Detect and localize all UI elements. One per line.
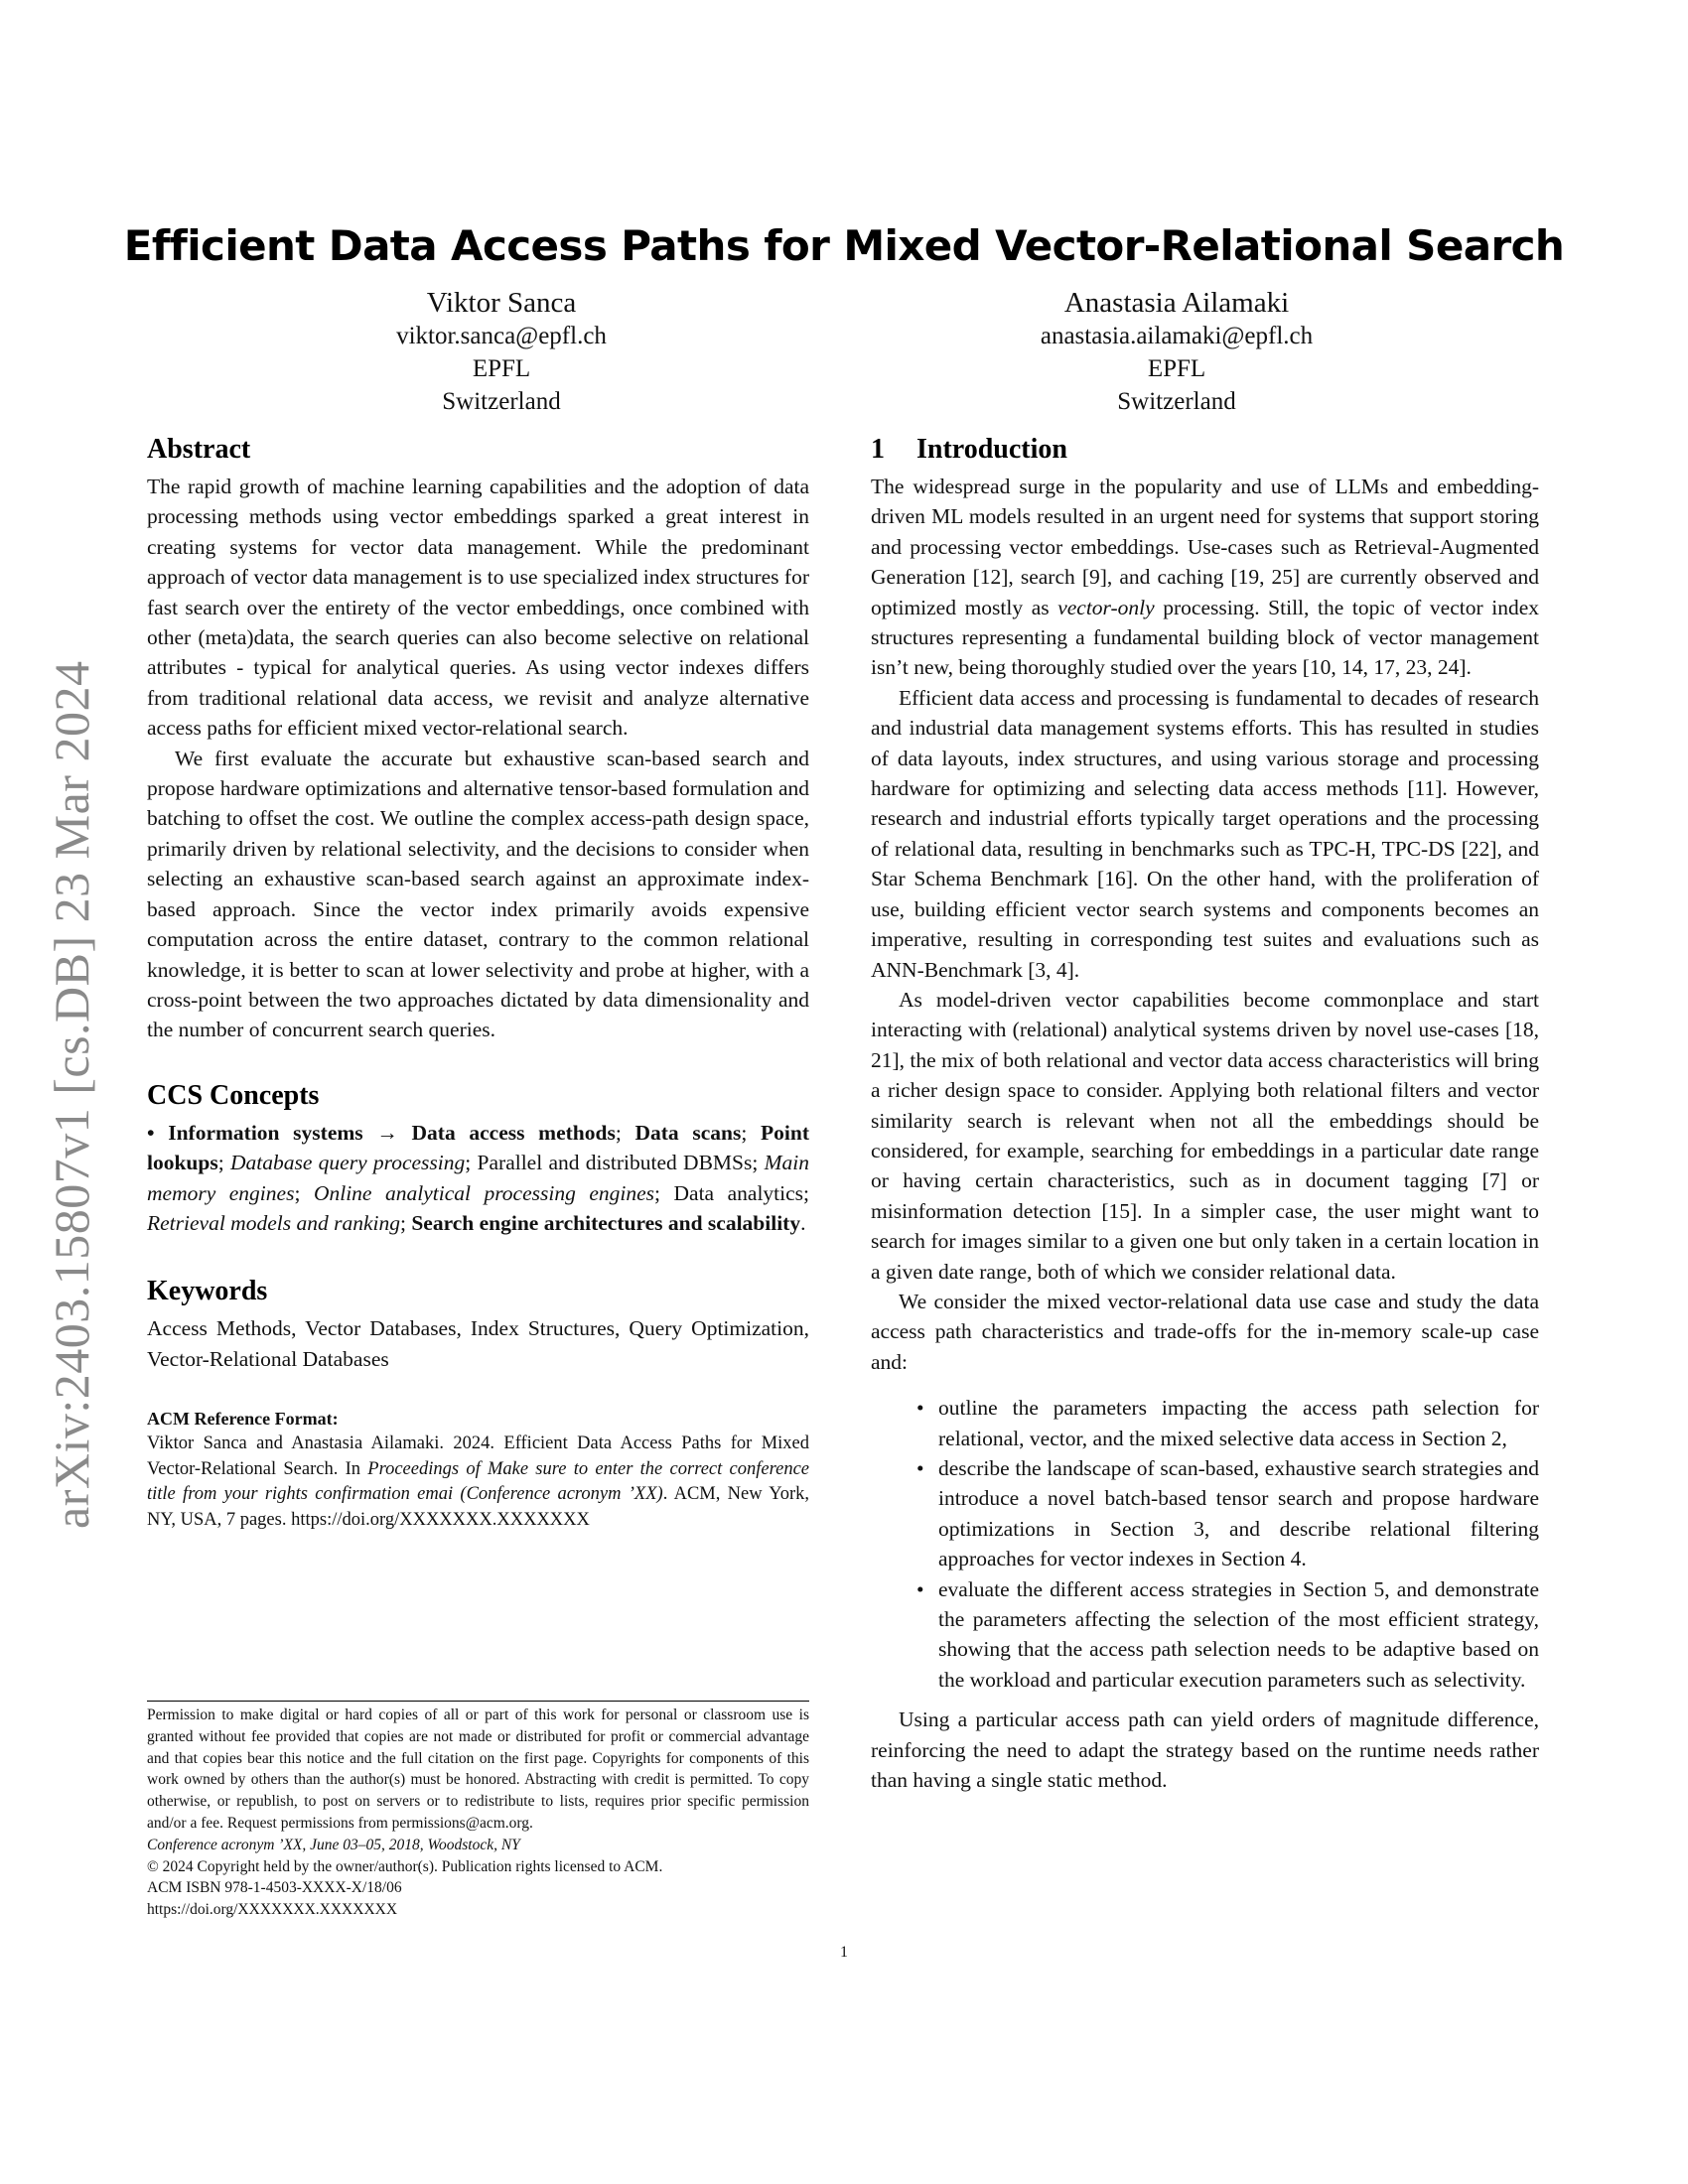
permission-notice: Permission to make digital or hard copies of all or part of this work for personal or classroom use is granted without fee provided that copies are not made or distributed for profit or commercial advantage and that copies bear this notice and the full citation on the first page. Copyrights for components of this work owned by others than the author(s) must be honored. Abstracting with credit is permitted. To copy otherwise, or republish, to post on servers or to redistribute to lists, requires prior specific permission and/or a fee. Request permissions from permissions@acm.org. [147, 1706, 809, 1832]
ccs-separator: . [800, 1210, 806, 1235]
section-title: Introduction [916, 434, 1067, 465]
paragraph-text: processing. Still, the topic of vector index structures representing a fundamental building block of vector management isn’t new, being thoroughly studied over the years [10, 14, 17, 23, 24]. [871, 595, 1539, 680]
acm-reference-citation [147, 1432, 809, 1533]
copyright-footnote [147, 1701, 809, 1921]
contributions-list [871, 1393, 1539, 1695]
footnote-divider [147, 1701, 809, 1702]
keywords-heading: Keywords [147, 1276, 268, 1307]
contribution-text: describe the landscape of scan-based, exhaustive search strategies and introduce a novel batch-based tensor search and propose hardware optimizations in Section 3, and describe relational filtering approaches for vector indexes in Section 4. [938, 1456, 1539, 1571]
ccs-separator: ; [399, 1210, 412, 1235]
abstract-heading: Abstract [147, 434, 251, 465]
keywords-text: Access Methods, Vector Databases, Index Structures, Query Optimization, Vector-Relational Databases [147, 1316, 809, 1371]
doi-link[interactable]: https://doi.org/XXXXXXX.XXXXXXX [147, 1901, 398, 1919]
ccs-term: Point lookups [147, 1120, 810, 1175]
bullet-icon: • [916, 1576, 924, 1601]
section-number: 1 [871, 434, 885, 465]
contribution-item [916, 1574, 1539, 1696]
right-column [871, 432, 1539, 1795]
arxiv-identifier-stamp: arXiv:2403.15807v1 [cs.DB] 23 Mar 2024 [44, 660, 99, 1529]
author-name: Anastasia Ailamaki [1063, 287, 1290, 319]
author-email[interactable]: anastasia.ailamaki@epfl.ch [1040, 323, 1314, 349]
ccs-separator: ; Data analytics; [654, 1180, 810, 1205]
author-block [223, 286, 779, 418]
contribution-item [916, 1393, 1539, 1453]
ccs-separator: ; [615, 1120, 635, 1145]
citation-venue: Proceedings of Make sure to enter the correct conference title from your rights confirmation emai (Conference acronym ’XX) [147, 1458, 809, 1505]
citation-text: Viktor Sanca and Anastasia Ailamaki. 2024. Efficient Data Access Paths for Mixed Vector-Relational Search. In [147, 1433, 809, 1479]
author-name: Viktor Sanca [426, 287, 577, 319]
paragraph-text: The widespread surge in the popularity and use of LLMs and embedding-driven ML models resulted in an urgent need for systems that support storing and processing vector embeddings. Use-cases such as Retrieval-Augmented Generation [12], search [9], and caching [19, 25] are currently observed and optimized mostly as [871, 475, 1539, 619]
isbn: ACM ISBN 978-1-4503-XXXX-X/18/06 [147, 1879, 402, 1897]
contribution-text: outline the parameters impacting the access path selection for relational, vector, and the mixed selective data access in Section 2, [938, 1396, 1539, 1450]
ccs-term: Retrieval models and ranking [147, 1210, 400, 1235]
ccs-separator: ; Parallel and distributed DBMSs; [465, 1151, 765, 1175]
bullet-icon: • [916, 1396, 924, 1421]
acm-reference-format [147, 1407, 809, 1533]
left-column [147, 432, 809, 1533]
author-affiliation: EPFL [1147, 355, 1206, 382]
ccs-separator: ; [294, 1180, 314, 1205]
ccs-concepts-text [147, 1118, 809, 1239]
ccs-bullet: • [147, 1120, 155, 1145]
intro-paragraph: As model-driven vector capabilities become commonplace and start interacting with (relational) analytical systems driven by novel use-cases [18, 21], the mix of both relational and vector data access characteristics will bring a richer design space to consider. Applying both relational filters and vector similarity search is relevant when not all the embeddings should be considered, for example, searching for embeddings in a particular date range or having certain characteristics, such as in document tagging [7] or misinformation detection [15]. In a simpler case, the user might want to search for images similar to a given one but only taken in a certain location in a given date range, both of which we consider relational data. [871, 987, 1539, 1284]
ccs-term: Online analytical processing engines [313, 1180, 655, 1205]
abstract-paragraph: We first evaluate the accurate but exhaustive scan-based search and propose hardware optimizations and alternative tensor-based formulation and batching to offset the cost. We outline the complex access-path design space, primarily driven by relational selectivity, and the decisions to consider when selecting an exhaustive scan-based search against an approximate index-based approach. Since the vector index primarily avoids expensive computation across the entire dataset, contrary to the common relational knowledge, it is better to scan at lower selectivity and probe at higher, with a cross-point between the two approaches dictated by data dimensionality and the number of concurrent search queries. [147, 746, 809, 1042]
author-affiliation: EPFL [472, 355, 531, 382]
conference-info: Conference acronym ’XX, June 03–05, 2018, Woodstock, NY [147, 1836, 520, 1853]
section-heading-introduction [871, 432, 1539, 468]
ccs-separator: ; [217, 1151, 230, 1175]
ccs-separator: ; [741, 1120, 762, 1145]
bullet-icon: • [916, 1456, 924, 1480]
ccs-term: Data scans [634, 1120, 742, 1145]
emphasis-text: vector-only [1057, 595, 1155, 619]
intro-paragraph: We consider the mixed vector-relational data use case and study the data access path characteristics and trade-offs for the in-memory scale-up case and: [871, 1289, 1539, 1374]
acm-reference-label: ACM Reference Format: [147, 1409, 339, 1430]
author-email[interactable]: viktor.sanca@epfl.ch [396, 323, 607, 349]
intro-paragraph: Using a particular access path can yield orders of magnitude difference, reinforcing the need to adapt the strategy based on the runtime needs rather than having a single static method. [871, 1707, 1539, 1793]
intro-paragraph [871, 472, 1539, 683]
abstract-paragraph: The rapid growth of machine learning capabilities and the adoption of data processing methods using vector embeddings sparked a great interest in creating systems for vector data management. While the predominant approach of vector data management is to use specialized index structures for fast search over the entirety of the vector embeddings, once combined with other (meta)data, the search queries can also become selective on relational attributes - typical for analytical queries. As using vector indexes differs from traditional relational data access, we revisit and analyze alternative access paths for efficient mixed vector-relational search. [147, 475, 809, 741]
ccs-term: Search engine architectures and scalability [411, 1210, 801, 1235]
copyright-notice: © 2024 Copyright held by the owner/author(s). Publication rights licensed to ACM. [147, 1857, 663, 1875]
author-country: Switzerland [1117, 388, 1236, 415]
intro-paragraph: Efficient data access and processing is fundamental to decades of research and industrial data management systems efforts. This has resulted in studies of data layouts, index structures, and using various storage and processing hardware for optimizing and selecting data access methods [11]. However, research and industrial efforts typically target operations and the processing of relational data, resulting in benchmarks such as TPC-H, TPC-DS [22], and Star Schema Benchmark [16]. On the other hand, with the proliferation of use, building efficient vector search systems and components becomes an imperative, resulting in corresponding test suites and evaluations such as ANN-Benchmark [3, 4]. [871, 685, 1539, 982]
ccs-term: Information systems → Data access methods [168, 1120, 616, 1145]
contribution-item [916, 1453, 1539, 1574]
author-block [899, 286, 1455, 418]
page-number: 1 [840, 1944, 848, 1961]
contribution-text: evaluate the different access strategies in Section 5, and demonstrate the parameters affecting the selection of the most efficient strategy, showing that the access path selection needs to be adaptive based on the workload and particular execution parameters such as selectivity. [938, 1576, 1539, 1692]
ccs-term: Main memory engines [147, 1151, 809, 1205]
paper-title: Efficient Data Access Paths for Mixed Vector-Relational Search [123, 221, 1565, 270]
ccs-term: Database query processing [229, 1151, 466, 1175]
author-country: Switzerland [442, 388, 561, 415]
ccs-concepts-heading: CCS Concepts [147, 1079, 320, 1111]
citation-text: . ACM, New York, NY, USA, 7 pages. https://doi.org/XXXXXXX.XXXXXXX [147, 1484, 809, 1530]
